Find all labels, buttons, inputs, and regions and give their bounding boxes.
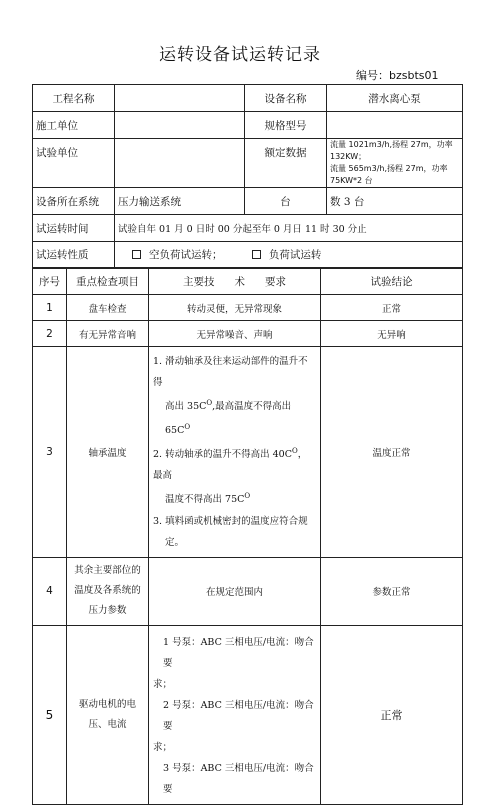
bearing-requirements: 1. 滑动轴承及往来运动部件的温升不得 高出 $35C^O$,最高温度不得高出 $65C^O$ 2. 转动轴承的温升不得高出 $40C^O$，最高 温度不得高出 $75C^O$ 3. 填料函或机械密封的温度应符合规 定。	[149, 347, 321, 558]
table-row: 3 轴承温度 1. 滑动轴承及往来运动部件的温升不得 高出 $35C^O$,最高温度不得高出 $65C^O$ 2. 转动轴承的温升不得高出 $40C^O$，最高 温度不得高出 $75C^O$ 3. 填料函或机械密封的温度应符合规 定。 温度正常	[33, 347, 463, 558]
table-row: 1 盘车检查 转动灵便，无异常现象 正常	[33, 295, 463, 321]
system-label: 设备所在系统	[33, 188, 115, 215]
system-value: 压力输送系统	[115, 188, 245, 215]
rated-data	[327, 139, 463, 188]
header-requirement: 主要技 术 要求	[149, 269, 321, 295]
rated-line-1: 流量 1021m3/h,扬程 27m，功率 132KW；	[330, 140, 453, 161]
table-row: 2 有无异常音响 无异常噪音、声响 无异响	[33, 321, 463, 347]
motor-requirements: 1 号泵：ABC 三相电压/电流：吻合要 求； 2 号泵：ABC 三相电压/电流：吻合要 求； 3 号泵：ABC 三相电压/电流：吻合要	[149, 625, 321, 804]
units-value: 数 3 台	[327, 188, 463, 215]
table-row: 4 其余主要部位的 温度及各系统的 压力参数 在规定范围内 参数正常	[33, 557, 463, 625]
header-item: 重点检查项目	[67, 269, 149, 295]
header-result: 试验结论	[321, 269, 463, 295]
test-unit-label: 试验单位	[33, 139, 115, 188]
check-table	[32, 268, 463, 805]
equipment-label: 设备名称	[245, 85, 327, 112]
model-label: 规格型号	[245, 112, 327, 139]
model-value	[327, 112, 463, 139]
construction-label: 施工单位	[33, 112, 115, 139]
document-number: 编号：bzsbts01	[356, 69, 439, 82]
noload-label: 空负荷试运转；	[149, 249, 223, 261]
units-label: 台	[245, 188, 327, 215]
rated-label: 额定数据	[245, 139, 327, 188]
load-checkbox[interactable]	[252, 250, 261, 259]
rated-line-2: 流量 565m3/h,扬程 27m，功率 75KW*2 台	[330, 164, 448, 185]
time-value: 试验自年 01 月 0 日时 00 分起至年 0 月日 11 时 30 分止	[115, 215, 463, 242]
table-row: 5 驱动电机的电 压、电流 1 号泵：ABC 三相电压/电流：吻合要 求； 2 号泵：ABC 三相电压/电流：吻合要 求； 3 号泵：ABC 三相电压/电流：吻合要 正常	[33, 625, 463, 804]
construction-value	[115, 112, 245, 139]
header-no: 序号	[33, 269, 67, 295]
equipment-value: 潜水离心泵	[327, 85, 463, 112]
nature-options	[115, 242, 463, 268]
nature-label: 试运转性质	[33, 242, 115, 268]
time-label: 试运转时间	[33, 215, 115, 242]
load-label: 负荷试运转	[268, 249, 322, 261]
document-title: 运转设备试运转记录	[159, 45, 321, 65]
info-table	[32, 84, 463, 268]
project-label: 工程名称	[33, 85, 115, 112]
project-value	[115, 85, 245, 112]
noload-checkbox[interactable]	[132, 250, 141, 259]
test-unit-value	[115, 139, 245, 188]
